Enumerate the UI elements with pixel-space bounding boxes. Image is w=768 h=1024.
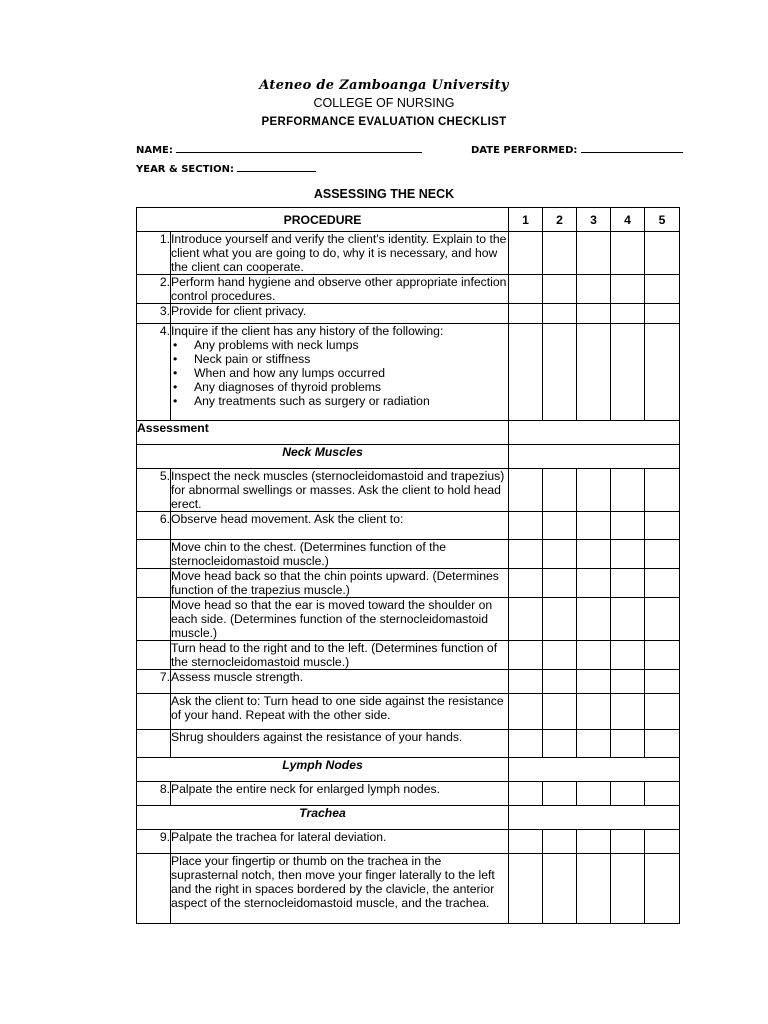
score-cell-4[interactable] bbox=[611, 782, 645, 806]
step-text-cell bbox=[171, 540, 509, 569]
score-cell-2[interactable] bbox=[543, 782, 577, 806]
score-cell-4[interactable] bbox=[611, 469, 645, 512]
score-cell-5[interactable] bbox=[645, 324, 680, 421]
score-cell-1[interactable] bbox=[509, 641, 543, 670]
subsection-row bbox=[137, 445, 680, 469]
score-cell-1[interactable] bbox=[509, 275, 543, 304]
procedure-row bbox=[137, 694, 680, 730]
step-text-cell bbox=[171, 324, 509, 421]
step-text-cell bbox=[171, 232, 509, 275]
score-cell-2[interactable] bbox=[543, 324, 577, 421]
step-text-cell bbox=[171, 598, 509, 641]
year-section-label: YEAR & SECTION: bbox=[136, 164, 234, 175]
score-cell-3[interactable] bbox=[577, 512, 611, 540]
procedure-row bbox=[137, 512, 680, 540]
step-text: Turn head to the right and to the left. (Determines function of the sternocleidomastoid muscle.) bbox=[171, 641, 498, 669]
step-number bbox=[137, 569, 171, 598]
score-cell-3[interactable] bbox=[577, 232, 611, 275]
score-cell-3[interactable] bbox=[577, 469, 611, 512]
score-cell-3[interactable] bbox=[577, 830, 611, 854]
score-cell-3[interactable] bbox=[577, 324, 611, 421]
score-cell-4[interactable] bbox=[611, 324, 645, 421]
procedure-row bbox=[137, 730, 680, 758]
year-blank-line bbox=[237, 162, 316, 172]
score-cell-4[interactable] bbox=[611, 641, 645, 670]
score-cell-1[interactable] bbox=[509, 694, 543, 730]
score-cell-4[interactable] bbox=[611, 275, 645, 304]
date-performed-label: DATE PERFORMED: bbox=[471, 145, 578, 156]
score-cell-3[interactable] bbox=[577, 730, 611, 758]
score-header-5: 5 bbox=[645, 208, 680, 232]
blank-score-cell bbox=[509, 758, 680, 782]
score-cell-3[interactable] bbox=[577, 854, 611, 924]
step-text: Palpate the trachea for lateral deviation. bbox=[171, 830, 387, 844]
score-cell-4[interactable] bbox=[611, 598, 645, 641]
score-cell-2[interactable] bbox=[543, 512, 577, 540]
score-cell-2[interactable] bbox=[543, 641, 577, 670]
procedure-row bbox=[137, 854, 680, 924]
score-cell-2[interactable] bbox=[543, 304, 577, 324]
step-text: Move head back so that the chin points upward. (Determines function of the trapezius muscle.) bbox=[171, 569, 499, 597]
step-number: 5. bbox=[137, 469, 171, 512]
step-text-cell bbox=[171, 304, 509, 324]
score-cell-3[interactable] bbox=[577, 540, 611, 569]
score-cell-3[interactable] bbox=[577, 670, 611, 694]
score-cell-4[interactable] bbox=[611, 232, 645, 275]
procedure-row bbox=[137, 540, 680, 569]
step-text-cell bbox=[171, 730, 509, 758]
score-cell-3[interactable] bbox=[577, 598, 611, 641]
score-cell-4[interactable] bbox=[611, 569, 645, 598]
score-cell-1[interactable] bbox=[509, 304, 543, 324]
step-text-cell bbox=[171, 830, 509, 854]
score-cell-5[interactable] bbox=[645, 275, 680, 304]
score-cell-2[interactable] bbox=[543, 730, 577, 758]
score-cell-2[interactable] bbox=[543, 854, 577, 924]
step-text: Provide for client privacy. bbox=[171, 304, 307, 318]
score-cell-5[interactable] bbox=[645, 598, 680, 641]
subsection-label: Trachea bbox=[137, 806, 509, 830]
bullet-item: • Any treatments such as surgery or radiation bbox=[171, 394, 508, 408]
name-label: NAME: bbox=[136, 145, 173, 156]
score-cell-3[interactable] bbox=[577, 275, 611, 304]
score-cell-1[interactable] bbox=[509, 854, 543, 924]
score-cell-2[interactable] bbox=[543, 569, 577, 598]
bullet-item: • When and how any lumps occurred bbox=[171, 366, 508, 380]
procedure-row bbox=[137, 275, 680, 304]
procedure-row bbox=[137, 641, 680, 670]
score-cell-5[interactable] bbox=[645, 730, 680, 758]
procedure-row bbox=[137, 670, 680, 694]
date-performed-field[interactable] bbox=[471, 143, 683, 156]
score-cell-1[interactable] bbox=[509, 469, 543, 512]
name-blank-line bbox=[176, 143, 422, 153]
score-cell-1[interactable] bbox=[509, 324, 543, 421]
score-cell-5[interactable] bbox=[645, 540, 680, 569]
score-cell-1[interactable] bbox=[509, 540, 543, 569]
procedure-row bbox=[137, 830, 680, 854]
date-blank-line bbox=[581, 143, 683, 153]
score-cell-5[interactable] bbox=[645, 512, 680, 540]
score-cell-1[interactable] bbox=[509, 782, 543, 806]
score-cell-2[interactable] bbox=[543, 694, 577, 730]
procedure-row bbox=[137, 232, 680, 275]
name-field[interactable] bbox=[136, 143, 422, 156]
score-cell-1[interactable] bbox=[509, 670, 543, 694]
step-number: 1. bbox=[137, 232, 171, 275]
score-header-4: 4 bbox=[611, 208, 645, 232]
blank-score-cell bbox=[509, 445, 680, 469]
step-number: 4. bbox=[137, 324, 171, 421]
step-number bbox=[137, 694, 171, 730]
score-cell-5[interactable] bbox=[645, 694, 680, 730]
step-text-cell bbox=[171, 569, 509, 598]
step-text-cell bbox=[171, 512, 509, 540]
step-text: Perform hand hygiene and observe other appropriate infection control procedures. bbox=[171, 275, 507, 303]
subsection-label: Neck Muscles bbox=[137, 445, 509, 469]
step-number: 7. bbox=[137, 670, 171, 694]
score-cell-5[interactable] bbox=[645, 782, 680, 806]
subsection-label: Lymph Nodes bbox=[137, 758, 509, 782]
section-row bbox=[137, 421, 680, 445]
step-number: 3. bbox=[137, 304, 171, 324]
step-text-cell bbox=[171, 782, 509, 806]
score-cell-4[interactable] bbox=[611, 830, 645, 854]
blank-score-cell bbox=[509, 421, 680, 445]
step-number bbox=[137, 598, 171, 641]
step-text: Observe head movement. Ask the client to: bbox=[171, 512, 404, 526]
score-cell-5[interactable] bbox=[645, 830, 680, 854]
score-cell-1[interactable] bbox=[509, 232, 543, 275]
step-text: Inspect the neck muscles (sternocleidomastoid and trapezius) for abnormal swellings or masses. Ask the client to hold head erect. bbox=[171, 469, 505, 511]
score-cell-1[interactable] bbox=[509, 569, 543, 598]
procedure-row bbox=[137, 304, 680, 324]
procedure-row bbox=[137, 782, 680, 806]
section-title: ASSESSING THE NECK bbox=[313, 187, 455, 201]
score-cell-1[interactable] bbox=[509, 730, 543, 758]
procedure-header: PROCEDURE bbox=[137, 208, 509, 232]
score-cell-5[interactable] bbox=[645, 854, 680, 924]
score-cell-5[interactable] bbox=[645, 304, 680, 324]
step-number: 2. bbox=[137, 275, 171, 304]
score-cell-2[interactable] bbox=[543, 275, 577, 304]
step-text: Place your fingertip or thumb on the trachea in the suprasternal notch, then move your finger laterally to the left and the right in spaces bordered by the clavicle, the anterior aspect of the sternocleidomastoid muscle, and the trachea. bbox=[171, 854, 495, 910]
score-cell-2[interactable] bbox=[543, 469, 577, 512]
step-text: Palpate the entire neck for enlarged lymph nodes. bbox=[171, 782, 440, 796]
step-text: Ask the client to: Turn head to one side against the resistance of your hand. Repeat with the other side. bbox=[171, 694, 504, 722]
bullet-item: • Neck pain or stiffness bbox=[171, 352, 508, 366]
step-text-cell bbox=[171, 275, 509, 304]
score-cell-2[interactable] bbox=[543, 670, 577, 694]
step-text: Inquire if the client has any history of the following: bbox=[171, 324, 444, 338]
step-text: Move chin to the chest. (Determines function of the sternocleidomastoid muscle.) bbox=[171, 540, 447, 568]
step-number: 9. bbox=[137, 830, 171, 854]
year-section-field[interactable] bbox=[136, 162, 316, 175]
score-cell-2[interactable] bbox=[543, 232, 577, 275]
subsection-row bbox=[137, 758, 680, 782]
score-cell-5[interactable] bbox=[645, 569, 680, 598]
score-cell-4[interactable] bbox=[611, 304, 645, 324]
score-header-2: 2 bbox=[543, 208, 577, 232]
step-number bbox=[137, 854, 171, 924]
score-cell-5[interactable] bbox=[645, 232, 680, 275]
score-cell-4[interactable] bbox=[611, 670, 645, 694]
score-cell-5[interactable] bbox=[645, 469, 680, 512]
step-text: Shrug shoulders against the resistance of your hands. bbox=[171, 730, 463, 744]
step-text-cell bbox=[171, 854, 509, 924]
score-cell-3[interactable] bbox=[577, 304, 611, 324]
score-cell-3[interactable] bbox=[577, 782, 611, 806]
score-header-3: 3 bbox=[577, 208, 611, 232]
college-name: COLLEGE OF NURSING bbox=[313, 96, 455, 110]
score-cell-1[interactable] bbox=[509, 830, 543, 854]
procedure-row bbox=[137, 598, 680, 641]
score-header-1: 1 bbox=[509, 208, 543, 232]
score-cell-2[interactable] bbox=[543, 540, 577, 569]
subsection-row bbox=[137, 806, 680, 830]
history-bullet-list bbox=[171, 338, 508, 408]
procedure-row bbox=[137, 469, 680, 512]
step-number bbox=[137, 641, 171, 670]
section-label: Assessment bbox=[137, 421, 509, 445]
score-cell-4[interactable] bbox=[611, 854, 645, 924]
step-text-cell bbox=[171, 694, 509, 730]
score-cell-2[interactable] bbox=[543, 830, 577, 854]
procedure-row bbox=[137, 324, 680, 421]
checklist-title: PERFORMANCE EVALUATION CHECKLIST bbox=[261, 116, 507, 128]
score-cell-3[interactable] bbox=[577, 569, 611, 598]
score-cell-4[interactable] bbox=[611, 730, 645, 758]
score-cell-1[interactable] bbox=[509, 598, 543, 641]
step-number bbox=[137, 540, 171, 569]
score-cell-3[interactable] bbox=[577, 694, 611, 730]
step-number: 6. bbox=[137, 512, 171, 540]
blank-score-cell bbox=[509, 806, 680, 830]
step-text: Move head so that the ear is moved toward the shoulder on each side. (Determines function of the sternocleidomastoid muscle.) bbox=[171, 598, 493, 640]
university-name: Ateneo de Zamboanga University bbox=[259, 78, 509, 93]
score-cell-1[interactable] bbox=[509, 512, 543, 540]
step-text-cell bbox=[171, 670, 509, 694]
bullet-item: • Any problems with neck lumps bbox=[171, 338, 508, 352]
step-text: Introduce yourself and verify the client's identity. Explain to the client what you are going to do, why it is necessary, and how the client can cooperate. bbox=[171, 232, 507, 274]
evaluation-table bbox=[136, 207, 680, 924]
table-header-row bbox=[137, 208, 680, 232]
score-cell-3[interactable] bbox=[577, 641, 611, 670]
score-cell-5[interactable] bbox=[645, 641, 680, 670]
score-cell-4[interactable] bbox=[611, 512, 645, 540]
score-cell-5[interactable] bbox=[645, 670, 680, 694]
step-text-cell bbox=[171, 641, 509, 670]
bullet-item: • Any diagnoses of thyroid problems bbox=[171, 380, 508, 394]
procedure-row bbox=[137, 569, 680, 598]
score-cell-4[interactable] bbox=[611, 694, 645, 730]
step-text-cell bbox=[171, 469, 509, 512]
step-text: Assess muscle strength. bbox=[171, 670, 304, 684]
step-number: 8. bbox=[137, 782, 171, 806]
score-cell-2[interactable] bbox=[543, 598, 577, 641]
step-number bbox=[137, 730, 171, 758]
score-cell-4[interactable] bbox=[611, 540, 645, 569]
